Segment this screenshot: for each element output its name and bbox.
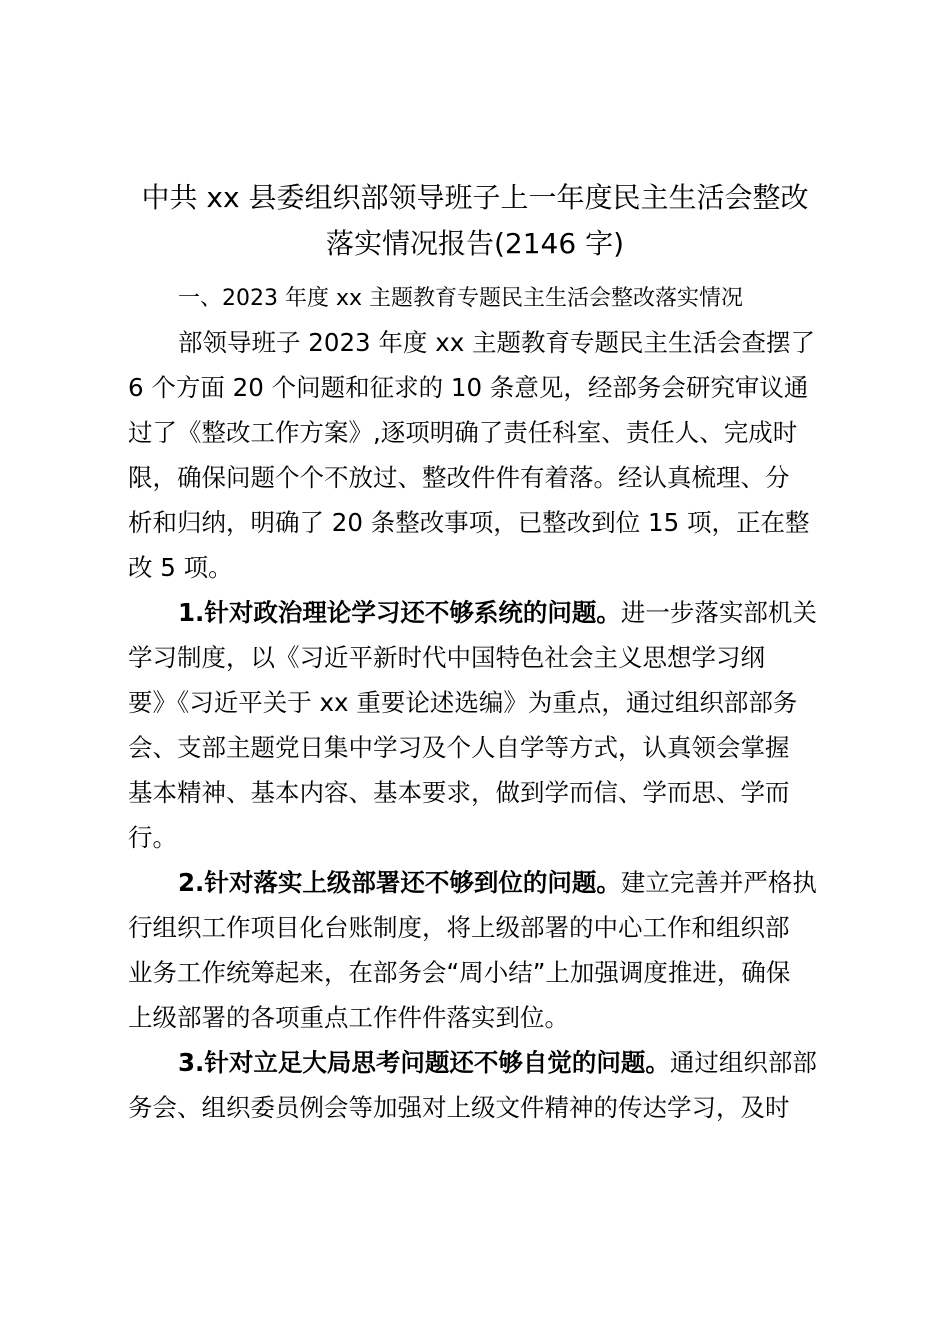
item-2-line-2: 行组织工作项目化台账制度，将上级部署的中心工作和组织部 bbox=[128, 913, 790, 942]
intro-line-4: 限，确保问题个个不放过、整改件件有着落。经认真梳理、分 bbox=[128, 463, 790, 492]
item-2-line-3: 业务工作统筹起来，在部务会“周小结”上加强调度推进，确保 bbox=[128, 958, 791, 987]
item-2-line-4: 上级部署的各项重点工作件件落实到位。 bbox=[128, 1003, 569, 1032]
item-2-heading: 2.针对落实上级部署还不够到位的问题。 bbox=[178, 868, 621, 897]
section-heading: 一、2023 年度 xx 主题教育专题民主生活会整改落实情况 bbox=[178, 286, 744, 311]
item-3-heading: 3.针对立足大局思考问题还不够自觉的问题。 bbox=[178, 1048, 670, 1077]
item-3-line-1-text: 通过组织部部 bbox=[669, 1048, 817, 1077]
item-3-line-2: 务会、组织委员例会等加强对上级文件精神的传达学习，及时 bbox=[128, 1093, 790, 1122]
item-1-heading: 1.针对政治理论学习还不够系统的问题。 bbox=[178, 598, 621, 627]
item-1-line-5: 基本精神、基本内容、基本要求，做到学而信、学而思、学而 bbox=[128, 778, 790, 807]
item-1-line-6: 行。 bbox=[128, 823, 177, 852]
item-1-line-2: 学习制度，以《习近平新时代中国特色社会主义思想学习纲 bbox=[128, 643, 765, 672]
item-1-line-4: 会、支部主题党日集中学习及个人自学等方式，认真领会掌握 bbox=[128, 733, 790, 762]
intro-line-3: 过了《整改工作方案》,逐项明确了责任科室、责任人、完成时 bbox=[128, 418, 798, 447]
item-1-line-3: 要》《习近平关于 xx 重要论述选编》为重点，通过组织部部务 bbox=[128, 688, 798, 717]
intro-line-1: 部领导班子 2023 年度 xx 主题教育专题民主生活会查摆了 bbox=[178, 328, 815, 357]
document-title-line-2: 落实情况报告(2146 字) bbox=[325, 227, 624, 260]
intro-line-2: 6 个方面 20 个问题和征求的 10 条意见，经部务会研究审议通 bbox=[128, 373, 809, 402]
item-2-first-line bbox=[178, 868, 817, 898]
item-2-line-1-text: 建立完善并严格执 bbox=[620, 868, 817, 897]
document-title-line-1: 中共 xx 县委组织部领导班子上一年度民主生活会整改 bbox=[141, 181, 809, 214]
intro-line-5: 析和归纳，明确了 20 条整改事项，已整改到位 15 项，正在整 bbox=[128, 508, 810, 537]
item-3-first-line bbox=[178, 1048, 817, 1078]
intro-line-6: 改 5 项。 bbox=[128, 553, 233, 582]
item-1-line-1-text: 进一步落实部机关 bbox=[620, 598, 817, 627]
item-1-first-line bbox=[178, 598, 817, 628]
